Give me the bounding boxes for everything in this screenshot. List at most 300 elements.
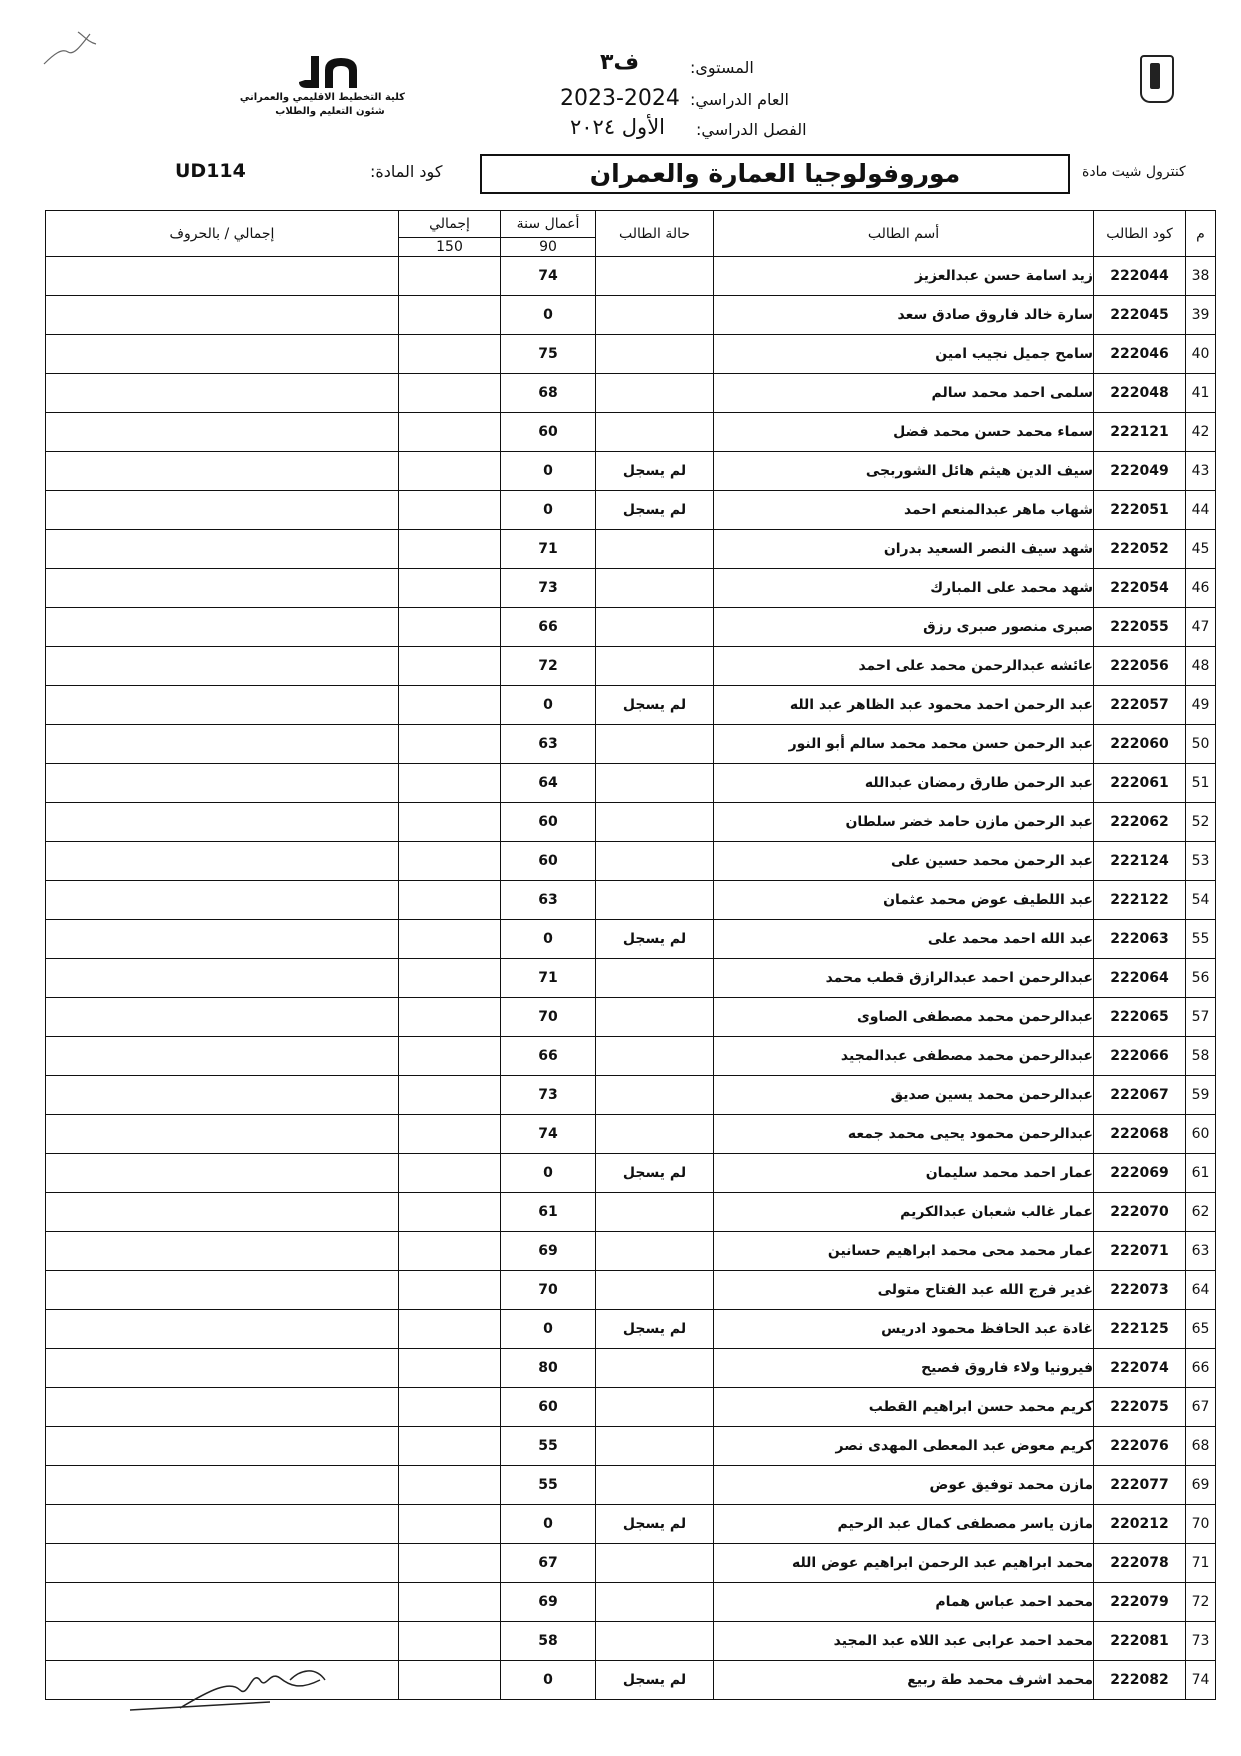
student-status	[596, 608, 714, 647]
total-score	[399, 686, 501, 725]
year-label: العام الدراسي:	[690, 90, 789, 109]
table-row	[46, 374, 1216, 413]
student-code: 222054	[1094, 569, 1186, 608]
coursework-score: 63	[501, 881, 596, 920]
col-work-header: أعمال سنة	[501, 211, 596, 238]
term-label: الفصل الدراسي:	[696, 120, 807, 139]
student-code: 222068	[1094, 1115, 1186, 1154]
sheet-label: كنترول شيت مادة	[1082, 164, 1186, 180]
subject-name: موروفولوجيا العمارة والعمران	[480, 154, 1070, 194]
student-name: عبد الرحمن محمد حسين على	[714, 842, 1094, 881]
total-in-words	[46, 491, 399, 530]
student-name: سلمى احمد محمد سالم	[714, 374, 1094, 413]
student-status	[596, 530, 714, 569]
student-name: محمد احمد عباس همام	[714, 1583, 1094, 1622]
total-in-words	[46, 647, 399, 686]
student-status	[596, 1466, 714, 1505]
grades-table	[45, 210, 1216, 1700]
row-index: 60	[1186, 1115, 1216, 1154]
total-in-words	[46, 452, 399, 491]
student-status	[596, 998, 714, 1037]
coursework-score: 64	[501, 764, 596, 803]
total-score	[399, 1076, 501, 1115]
student-name: محمد اشرف محمد طة ربيع	[714, 1661, 1094, 1700]
total-in-words	[46, 374, 399, 413]
table-row	[46, 1583, 1216, 1622]
student-status	[596, 1388, 714, 1427]
student-name: محمد احمد عرابى عبد اللاه عبد المجيد	[714, 1622, 1094, 1661]
student-name: مازن ياسر مصطفى كمال عبد الرحيم	[714, 1505, 1094, 1544]
total-score	[399, 1466, 501, 1505]
row-index: 48	[1186, 647, 1216, 686]
row-index: 46	[1186, 569, 1216, 608]
table-row	[46, 725, 1216, 764]
total-in-words	[46, 1154, 399, 1193]
student-name: كريم معوض عبد المعطى المهدى نصر	[714, 1427, 1094, 1466]
coursework-score: 55	[501, 1427, 596, 1466]
student-name: عبد الرحمن طارق رمضان عبدالله	[714, 764, 1094, 803]
total-score	[399, 1310, 501, 1349]
table-row	[46, 1076, 1216, 1115]
table-row	[46, 881, 1216, 920]
student-status	[596, 1427, 714, 1466]
total-score	[399, 257, 501, 296]
student-status: لم يسجل	[596, 452, 714, 491]
row-index: 72	[1186, 1583, 1216, 1622]
student-name: شهاب ماهر عبدالمنعم احمد	[714, 491, 1094, 530]
coursework-score: 67	[501, 1544, 596, 1583]
student-code: 222077	[1094, 1466, 1186, 1505]
coursework-score: 71	[501, 959, 596, 998]
university-logo-icon	[1140, 55, 1174, 103]
row-index: 62	[1186, 1193, 1216, 1232]
row-index: 67	[1186, 1388, 1216, 1427]
row-index: 63	[1186, 1232, 1216, 1271]
row-index: 65	[1186, 1310, 1216, 1349]
row-index: 42	[1186, 413, 1216, 452]
coursework-score: 60	[501, 1388, 596, 1427]
table-row	[46, 959, 1216, 998]
student-status	[596, 764, 714, 803]
student-status	[596, 842, 714, 881]
subject-code: UD114	[175, 160, 246, 182]
student-name: سماء محمد حسن محمد فضل	[714, 413, 1094, 452]
col-words-header: إجمالي / بالحروف	[46, 211, 399, 257]
student-code: 222057	[1094, 686, 1186, 725]
total-score	[399, 1505, 501, 1544]
col-code-header: كود الطالب	[1094, 211, 1186, 257]
total-in-words	[46, 686, 399, 725]
table-row	[46, 530, 1216, 569]
coursework-score: 80	[501, 1349, 596, 1388]
student-status	[596, 257, 714, 296]
total-in-words	[46, 1466, 399, 1505]
total-in-words	[46, 959, 399, 998]
student-code: 222082	[1094, 1661, 1186, 1700]
student-status	[596, 1544, 714, 1583]
student-code: 222048	[1094, 374, 1186, 413]
col-total-header: إجمالي	[399, 211, 501, 238]
total-score	[399, 1427, 501, 1466]
student-status: لم يسجل	[596, 1661, 714, 1700]
coursework-score: 0	[501, 491, 596, 530]
subject-code-label: كود المادة:	[370, 162, 443, 181]
student-code: 222046	[1094, 335, 1186, 374]
coursework-score: 63	[501, 725, 596, 764]
student-name: كريم محمد حسن ابراهيم القطب	[714, 1388, 1094, 1427]
total-score	[399, 1661, 501, 1700]
student-name: عبدالرحمن محمود يحيى محمد جمعه	[714, 1115, 1094, 1154]
student-name: غادة عبد الحافظ محمود ادريس	[714, 1310, 1094, 1349]
faculty-name: كلية التخطيط الاقليمي والعمراني	[239, 92, 405, 103]
table-row	[46, 1427, 1216, 1466]
total-score	[399, 959, 501, 998]
student-status	[596, 725, 714, 764]
total-in-words	[46, 998, 399, 1037]
total-score	[399, 803, 501, 842]
table-row	[46, 413, 1216, 452]
total-in-words	[46, 335, 399, 374]
student-status	[596, 1115, 714, 1154]
total-in-words	[46, 530, 399, 569]
col-name-header: أسم الطالب	[714, 211, 1094, 257]
row-index: 47	[1186, 608, 1216, 647]
coursework-score: 0	[501, 920, 596, 959]
student-status: لم يسجل	[596, 1154, 714, 1193]
total-in-words	[46, 1427, 399, 1466]
total-in-words	[46, 1505, 399, 1544]
row-index: 55	[1186, 920, 1216, 959]
student-status: لم يسجل	[596, 1310, 714, 1349]
student-status	[596, 1583, 714, 1622]
total-in-words	[46, 725, 399, 764]
student-code: 222062	[1094, 803, 1186, 842]
total-score	[399, 1349, 501, 1388]
total-score	[399, 725, 501, 764]
faculty-department: شئون التعليم والطلاب	[275, 106, 385, 117]
total-in-words	[46, 803, 399, 842]
total-score	[399, 530, 501, 569]
total-in-words	[46, 1349, 399, 1388]
table-row	[46, 647, 1216, 686]
row-index: 73	[1186, 1622, 1216, 1661]
row-index: 43	[1186, 452, 1216, 491]
total-in-words	[46, 1271, 399, 1310]
student-name: سامح جميل نجيب امين	[714, 335, 1094, 374]
total-in-words	[46, 1583, 399, 1622]
total-score	[399, 491, 501, 530]
row-index: 38	[1186, 257, 1216, 296]
total-score	[399, 1154, 501, 1193]
total-in-words	[46, 1388, 399, 1427]
col-status-header: حالة الطالب	[596, 211, 714, 257]
table-row	[46, 842, 1216, 881]
total-score	[399, 374, 501, 413]
total-in-words	[46, 257, 399, 296]
table-row	[46, 1388, 1216, 1427]
row-index: 70	[1186, 1505, 1216, 1544]
row-index: 52	[1186, 803, 1216, 842]
student-code: 222069	[1094, 1154, 1186, 1193]
table-row	[46, 1310, 1216, 1349]
total-in-words	[46, 1310, 399, 1349]
student-status	[596, 803, 714, 842]
row-index: 40	[1186, 335, 1216, 374]
level-value: ف٣	[600, 50, 639, 75]
total-score	[399, 764, 501, 803]
total-score	[399, 1232, 501, 1271]
row-index: 64	[1186, 1271, 1216, 1310]
table-row	[46, 1037, 1216, 1076]
row-index: 66	[1186, 1349, 1216, 1388]
student-code: 222078	[1094, 1544, 1186, 1583]
total-in-words	[46, 1232, 399, 1271]
student-code: 222067	[1094, 1076, 1186, 1115]
total-score	[399, 1622, 501, 1661]
student-name: شهد محمد على المبارك	[714, 569, 1094, 608]
table-row	[46, 1349, 1216, 1388]
total-score	[399, 647, 501, 686]
coursework-score: 69	[501, 1583, 596, 1622]
table-row	[46, 764, 1216, 803]
total-score	[399, 1544, 501, 1583]
student-code: 222061	[1094, 764, 1186, 803]
student-code: 222070	[1094, 1193, 1186, 1232]
corner-handwriting-mark	[38, 14, 108, 74]
row-index: 74	[1186, 1661, 1216, 1700]
year-value: 2023-2024	[560, 86, 680, 111]
total-in-words	[46, 1115, 399, 1154]
table-row	[46, 335, 1216, 374]
coursework-score: 0	[501, 1310, 596, 1349]
row-index: 68	[1186, 1427, 1216, 1466]
student-name: عائشه عبدالرحمن محمد على احمد	[714, 647, 1094, 686]
row-index: 45	[1186, 530, 1216, 569]
total-score	[399, 881, 501, 920]
total-score	[399, 413, 501, 452]
student-code: 222045	[1094, 296, 1186, 335]
student-status	[596, 959, 714, 998]
student-status	[596, 1622, 714, 1661]
coursework-score: 60	[501, 803, 596, 842]
row-index: 61	[1186, 1154, 1216, 1193]
row-index: 50	[1186, 725, 1216, 764]
student-name: عبد الرحمن احمد محمود عبد الظاهر عبد الله	[714, 686, 1094, 725]
student-code: 222121	[1094, 413, 1186, 452]
row-index: 51	[1186, 764, 1216, 803]
coursework-score: 0	[501, 1505, 596, 1544]
student-name: عبد اللطيف عوض محمد عثمان	[714, 881, 1094, 920]
coursework-score: 70	[501, 1271, 596, 1310]
student-status	[596, 1193, 714, 1232]
total-score	[399, 1271, 501, 1310]
total-in-words	[46, 881, 399, 920]
col-total-max: 150	[399, 238, 501, 257]
row-index: 49	[1186, 686, 1216, 725]
student-code: 222055	[1094, 608, 1186, 647]
student-name: صبرى منصور صبرى رزق	[714, 608, 1094, 647]
student-status	[596, 413, 714, 452]
total-in-words	[46, 413, 399, 452]
student-name: عبدالرحمن محمد مصطفى عبدالمجيد	[714, 1037, 1094, 1076]
total-in-words	[46, 1193, 399, 1232]
table-row	[46, 803, 1216, 842]
student-status	[596, 335, 714, 374]
coursework-score: 66	[501, 1037, 596, 1076]
total-in-words	[46, 920, 399, 959]
student-status: لم يسجل	[596, 1505, 714, 1544]
table-row	[46, 608, 1216, 647]
student-code: 222071	[1094, 1232, 1186, 1271]
row-index: 41	[1186, 374, 1216, 413]
student-name: سيف الدين هيثم هائل الشوربجى	[714, 452, 1094, 491]
coursework-score: 0	[501, 1661, 596, 1700]
level-label: المستوى:	[690, 58, 754, 77]
coursework-score: 73	[501, 569, 596, 608]
row-index: 39	[1186, 296, 1216, 335]
student-name: غدير فرج الله عبد الفتاح متولى	[714, 1271, 1094, 1310]
signature-mark	[120, 1650, 350, 1730]
table-row	[46, 1115, 1216, 1154]
student-code: 222074	[1094, 1349, 1186, 1388]
coursework-score: 71	[501, 530, 596, 569]
student-name: عبد الله احمد محمد على	[714, 920, 1094, 959]
student-name: عمار غالب شعبان عبدالكريم	[714, 1193, 1094, 1232]
coursework-score: 74	[501, 257, 596, 296]
total-score	[399, 1388, 501, 1427]
coursework-score: 70	[501, 998, 596, 1037]
total-in-words	[46, 296, 399, 335]
student-code: 222060	[1094, 725, 1186, 764]
faculty-logo-icon	[295, 52, 365, 90]
total-in-words	[46, 569, 399, 608]
coursework-score: 0	[501, 296, 596, 335]
total-score	[399, 452, 501, 491]
row-index: 53	[1186, 842, 1216, 881]
student-name: فيرونيا ولاء فاروق فصيح	[714, 1349, 1094, 1388]
student-status	[596, 296, 714, 335]
coursework-score: 55	[501, 1466, 596, 1505]
student-name: مازن محمد توفيق عوض	[714, 1466, 1094, 1505]
coursework-score: 75	[501, 335, 596, 374]
student-code: 222049	[1094, 452, 1186, 491]
student-status: لم يسجل	[596, 920, 714, 959]
coursework-score: 60	[501, 413, 596, 452]
total-score	[399, 998, 501, 1037]
student-code: 222056	[1094, 647, 1186, 686]
coursework-score: 66	[501, 608, 596, 647]
student-name: عمار احمد محمد سليمان	[714, 1154, 1094, 1193]
student-code: 222081	[1094, 1622, 1186, 1661]
coursework-score: 0	[501, 686, 596, 725]
coursework-score: 60	[501, 842, 596, 881]
row-index: 56	[1186, 959, 1216, 998]
col-work-max: 90	[501, 238, 596, 257]
table-row	[46, 920, 1216, 959]
student-code: 222052	[1094, 530, 1186, 569]
table-row	[46, 491, 1216, 530]
student-status	[596, 647, 714, 686]
row-index: 69	[1186, 1466, 1216, 1505]
student-name: عبدالرحمن احمد عبدالرازق قطب محمد	[714, 959, 1094, 998]
row-index: 59	[1186, 1076, 1216, 1115]
coursework-score: 68	[501, 374, 596, 413]
table-row	[46, 998, 1216, 1037]
total-score	[399, 335, 501, 374]
table-row	[46, 686, 1216, 725]
table-row	[46, 257, 1216, 296]
coursework-score: 0	[501, 452, 596, 491]
student-status: لم يسجل	[596, 491, 714, 530]
student-status	[596, 881, 714, 920]
total-in-words	[46, 842, 399, 881]
student-code: 220212	[1094, 1505, 1186, 1544]
coursework-score: 69	[501, 1232, 596, 1271]
student-code: 222073	[1094, 1271, 1186, 1310]
table-row	[46, 1193, 1216, 1232]
table-row	[46, 1271, 1216, 1310]
student-status	[596, 1037, 714, 1076]
student-name: محمد ابراهيم عبد الرحمن ابراهيم عوض الله	[714, 1544, 1094, 1583]
student-code: 222044	[1094, 257, 1186, 296]
total-score	[399, 920, 501, 959]
student-status	[596, 1349, 714, 1388]
total-score	[399, 1583, 501, 1622]
student-code: 222064	[1094, 959, 1186, 998]
student-status	[596, 1232, 714, 1271]
student-status	[596, 1271, 714, 1310]
total-score	[399, 1037, 501, 1076]
student-code: 222066	[1094, 1037, 1186, 1076]
student-code: 222124	[1094, 842, 1186, 881]
table-row	[46, 1544, 1216, 1583]
student-name: عمار محمد محى محمد ابراهيم حسانين	[714, 1232, 1094, 1271]
student-name: شهد سيف النصر السعيد بدران	[714, 530, 1094, 569]
total-score	[399, 608, 501, 647]
student-name: زيد اسامة حسن عبدالعزيز	[714, 257, 1094, 296]
student-name: عبدالرحمن محمد يسين صديق	[714, 1076, 1094, 1115]
row-index: 44	[1186, 491, 1216, 530]
coursework-score: 73	[501, 1076, 596, 1115]
row-index: 57	[1186, 998, 1216, 1037]
student-name: عبدالرحمن محمد مصطفى الصاوى	[714, 998, 1094, 1037]
total-in-words	[46, 764, 399, 803]
term-value: الأول ٢٠٢٤	[570, 115, 666, 139]
table-row	[46, 1466, 1216, 1505]
total-score	[399, 296, 501, 335]
table-row	[46, 569, 1216, 608]
student-code: 222063	[1094, 920, 1186, 959]
total-score	[399, 1193, 501, 1232]
student-code: 222122	[1094, 881, 1186, 920]
coursework-score: 61	[501, 1193, 596, 1232]
total-in-words	[46, 1076, 399, 1115]
total-score	[399, 569, 501, 608]
row-index: 54	[1186, 881, 1216, 920]
student-code: 222125	[1094, 1310, 1186, 1349]
header-row	[46, 211, 1216, 238]
table-row	[46, 1232, 1216, 1271]
table-row	[46, 296, 1216, 335]
total-in-words	[46, 1544, 399, 1583]
student-name: عبد الرحمن مازن حامد خضر سلطان	[714, 803, 1094, 842]
student-status	[596, 1076, 714, 1115]
student-status	[596, 569, 714, 608]
col-index-header: م	[1186, 211, 1216, 257]
student-code: 222075	[1094, 1388, 1186, 1427]
student-status	[596, 374, 714, 413]
coursework-score: 58	[501, 1622, 596, 1661]
